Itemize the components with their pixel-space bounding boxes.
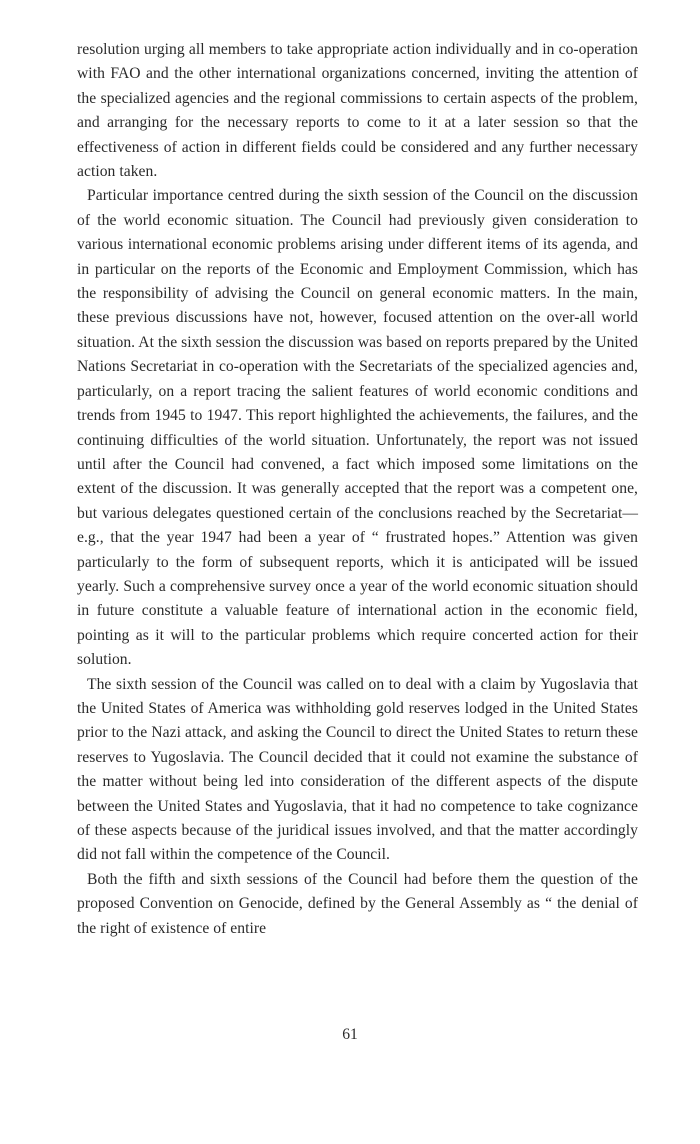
- document-body: [77, 38, 638, 941]
- paragraph-1: resolution urging all members to take appropriate action individually and in co-operation with FAO and the other international organizations concerned, inviting the attention of the specialized agencies and the regional commissions to certain aspects of the problem, and arranging for the necessary reports to come to it at a later session so that the effectiveness of action in different fields could be considered and any further necessary action taken.: [77, 41, 638, 181]
- paragraph-4: Both the fifth and sixth sessions of the Council had before them the question of the proposed Convention on Genocide, defined by the General Assembly as “ the denial of the right of existence of entire: [77, 870, 638, 937]
- paragraph-2: Particular importance centred during the sixth session of the Council on the discussion of the world economic situation. The Council had previously given consideration to various international economic problems arising under different items of its agenda, and in particular on the reports of the Economic and Employment Commission, which has the responsibility of advising the Council on general economic matters. In the main, these previous discussions have not, however, focused attention on the over-all world situation. At the sixth session the discussion was based on reports prepared by the United Nations Secretariat in co-operation with the Secretariats of the specialized agencies and, particularly, on a report tracing the salient features of world economic conditions and trends from 1945 to 1947. This report highlighted the achievements, the failures, and the continuing difficulties of the world situation. Unfortunately, the report was not issued until after the Council had convened, a fact which imposed some limitations on the extent of the discussion. It was generally accepted that the report was a competent one, but various delegates questioned certain of the conclusions reached by the Secretariat—e.g., that the year 1947 had been a year of “ frustrated hopes.” Attention was given particularly to the form of subsequent reports, which it is anticipated will be issued yearly. Such a comprehensive survey once a year of the world economic situation should in future constitute a valuable feature of international action in the economic field, pointing as it will to the particular problems which require concerted action for their solution.: [77, 187, 638, 669]
- page-number: 61: [342, 1026, 358, 1043]
- paragraph-3: The sixth session of the Council was called on to deal with a claim by Yugoslavia that the United States of America was withholding gold reserves lodged in the United States prior to the Nazi attack, and asking the Council to direct the United States to return these reserves to Yugoslavia. The Council decided that it could not examine the substance of the matter without being led into consideration of the different aspects of the dispute between the United States and Yugoslavia, that it had no competence to take cognizance of these aspects because of the juridical issues involved, and that the matter accordingly did not fall within the competence of the Council.: [77, 675, 638, 864]
